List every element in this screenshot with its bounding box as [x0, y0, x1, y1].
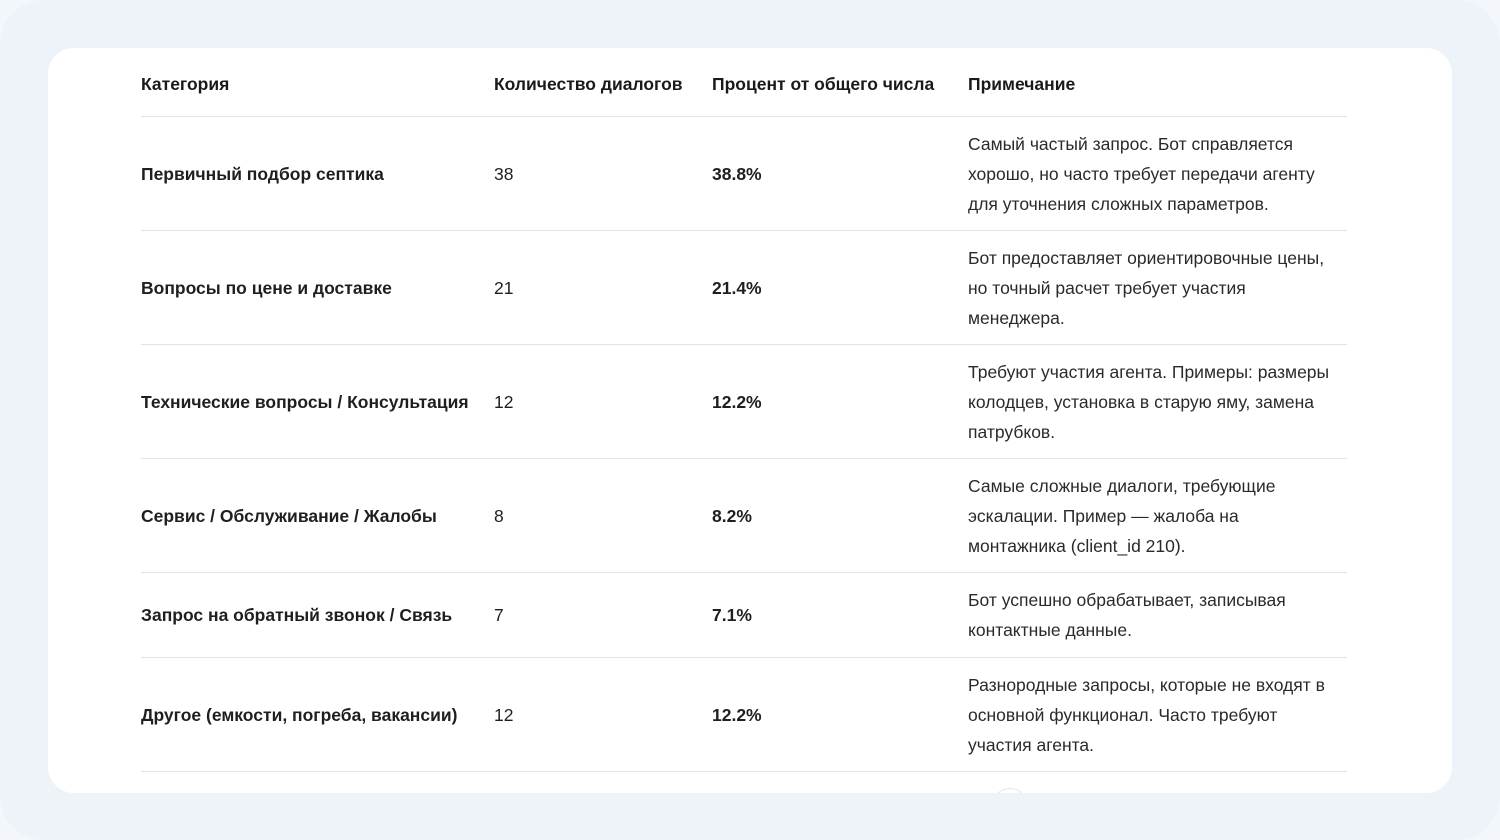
- table-row: [141, 573, 1347, 658]
- row-note: Самый частый запрос. Бот справляется хорошо, но часто требует передачи агенту для уточнения сложных параметров.: [968, 133, 1315, 214]
- row-percent: 21.4%: [712, 277, 762, 298]
- row-count: 12: [494, 704, 514, 725]
- row-note: Самые сложные диалоги, требующие эскалации. Пример — жалоба на монтажника (client_id 210).: [968, 475, 1276, 556]
- header-percent[interactable]: Процент от общего числа: [712, 74, 935, 94]
- row-count: 7: [494, 605, 504, 625]
- content-card: [48, 48, 1452, 793]
- row-count: 38: [494, 163, 514, 184]
- table-row: [141, 345, 1347, 459]
- row-note: Разнородные запросы, которые не входят в основной функционал. Часто требуют участия агента.: [968, 674, 1325, 755]
- row-percent: 38.8%: [712, 163, 762, 184]
- table-row: [141, 658, 1347, 772]
- row-note: Бот предоставляет ориентировочные цены, но точный расчет требует участия менеджера.: [968, 247, 1325, 328]
- row-count: 8: [494, 505, 504, 526]
- scroll-down-button[interactable]: [992, 788, 1028, 793]
- row-percent: 12.2%: [712, 391, 762, 412]
- table-row: [141, 117, 1347, 231]
- table-header-row: [141, 48, 1347, 117]
- table-row: [141, 231, 1347, 345]
- header-dialog-count[interactable]: Количество диалогов: [494, 74, 683, 94]
- row-category: Другое (емкости, погреба, вакансии): [141, 704, 458, 725]
- header-note[interactable]: Примечание: [968, 74, 1076, 94]
- row-percent: 7.1%: [712, 605, 752, 625]
- row-count: 21: [494, 277, 514, 298]
- row-category: Вопросы по цене и доставке: [141, 277, 392, 298]
- row-note: Бот успешно обрабатывает, записывая контактные данные.: [968, 590, 1286, 640]
- row-percent: 8.2%: [712, 505, 752, 526]
- row-percent: 12.2%: [712, 704, 762, 725]
- row-category: Первичный подбор септика: [141, 163, 384, 184]
- row-category: Технические вопросы / Консультация: [141, 391, 469, 412]
- row-count: 12: [494, 391, 514, 412]
- row-category: Запрос на обратный звонок / Связь: [141, 605, 453, 625]
- row-note: Требуют участия агента. Примеры: размеры колодцев, установка в старую яму, замена патрубков.: [968, 361, 1330, 442]
- table-row: [141, 459, 1347, 573]
- header-category[interactable]: Категория: [141, 74, 230, 94]
- category-table: [141, 48, 1347, 772]
- row-category: Сервис / Обслуживание / Жалобы: [141, 505, 437, 526]
